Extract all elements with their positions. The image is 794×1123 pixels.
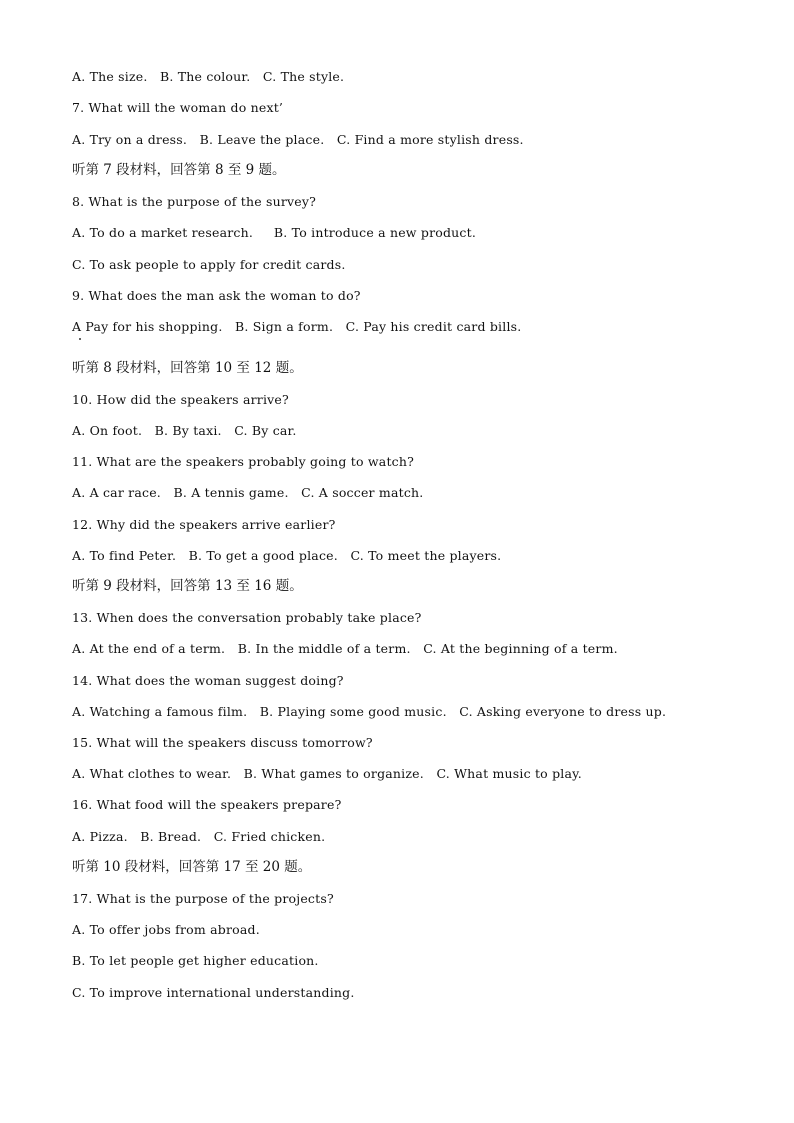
q16-options: A. Pizza. B. Bread. C. Fried chicken. <box>72 829 326 844</box>
q11-options: A. A car race. B. A tennis game. C. A soccer match. <box>72 485 424 500</box>
q17-option-b: B. To let people get higher education. <box>72 953 319 968</box>
q12-options: A. To find Peter. B. To get a good place. C. To meet the players. <box>72 548 502 563</box>
q15-options: A. What clothes to wear. B. What games to organize. C. What music to play. <box>72 766 582 781</box>
q6-options: A. The size. B. The colour. C. The style. <box>72 69 345 84</box>
section-heading-9: 听第 9 段材料，回答第 13 至 16 题。 <box>72 578 303 594</box>
stray-mark <box>79 338 81 340</box>
q17-option-c: C. To improve international understanding. <box>72 985 355 1000</box>
q13-question: 13. When does the conversation probably take place? <box>72 610 422 625</box>
q9-options: A Pay for his shopping. B. Sign a form. C. Pay his credit card bills. <box>72 319 522 334</box>
q12-question: 12. Why did the speakers arrive earlier? <box>72 517 336 532</box>
q8-question: 8. What is the purpose of the survey? <box>72 194 317 209</box>
q16-question: 16. What food will the speakers prepare? <box>72 797 342 812</box>
q8-option-c: C. To ask people to apply for credit cards. <box>72 257 346 272</box>
q17-question: 17. What is the purpose of the projects? <box>72 891 334 906</box>
q17-option-a: A. To offer jobs from abroad. <box>72 922 260 937</box>
section-heading-10: 听第 10 段材料，回答第 17 至 20 题。 <box>72 859 312 875</box>
section-heading-8: 听第 8 段材料，回答第 10 至 12 题。 <box>72 360 303 376</box>
q11-question: 11. What are the speakers probably going to watch? <box>72 454 415 469</box>
q9-question: 9. What does the man ask the woman to do? <box>72 288 361 303</box>
q14-question: 14. What does the woman suggest doing? <box>72 673 344 688</box>
q14-options: A. Watching a famous film. B. Playing some good music. C. Asking everyone to dress up. <box>72 704 667 719</box>
q8-options-ab: A. To do a market research. B. To introduce a new product. <box>72 225 477 240</box>
section-heading-7: 听第 7 段材料，回答第 8 至 9 题。 <box>72 162 286 178</box>
q10-question: 10. How did the speakers arrive? <box>72 392 289 407</box>
q13-options: A. At the end of a term. B. In the middle of a term. C. At the beginning of a term. <box>72 641 618 656</box>
q7-options: A. Try on a dress. B. Leave the place. C. Find a more stylish dress. <box>72 132 524 147</box>
q10-options: A. On foot. B. By taxi. C. By car. <box>72 423 297 438</box>
q7-question: 7. What will the woman do next’ <box>72 100 284 115</box>
q15-question: 15. What will the speakers discuss tomorrow? <box>72 735 373 750</box>
